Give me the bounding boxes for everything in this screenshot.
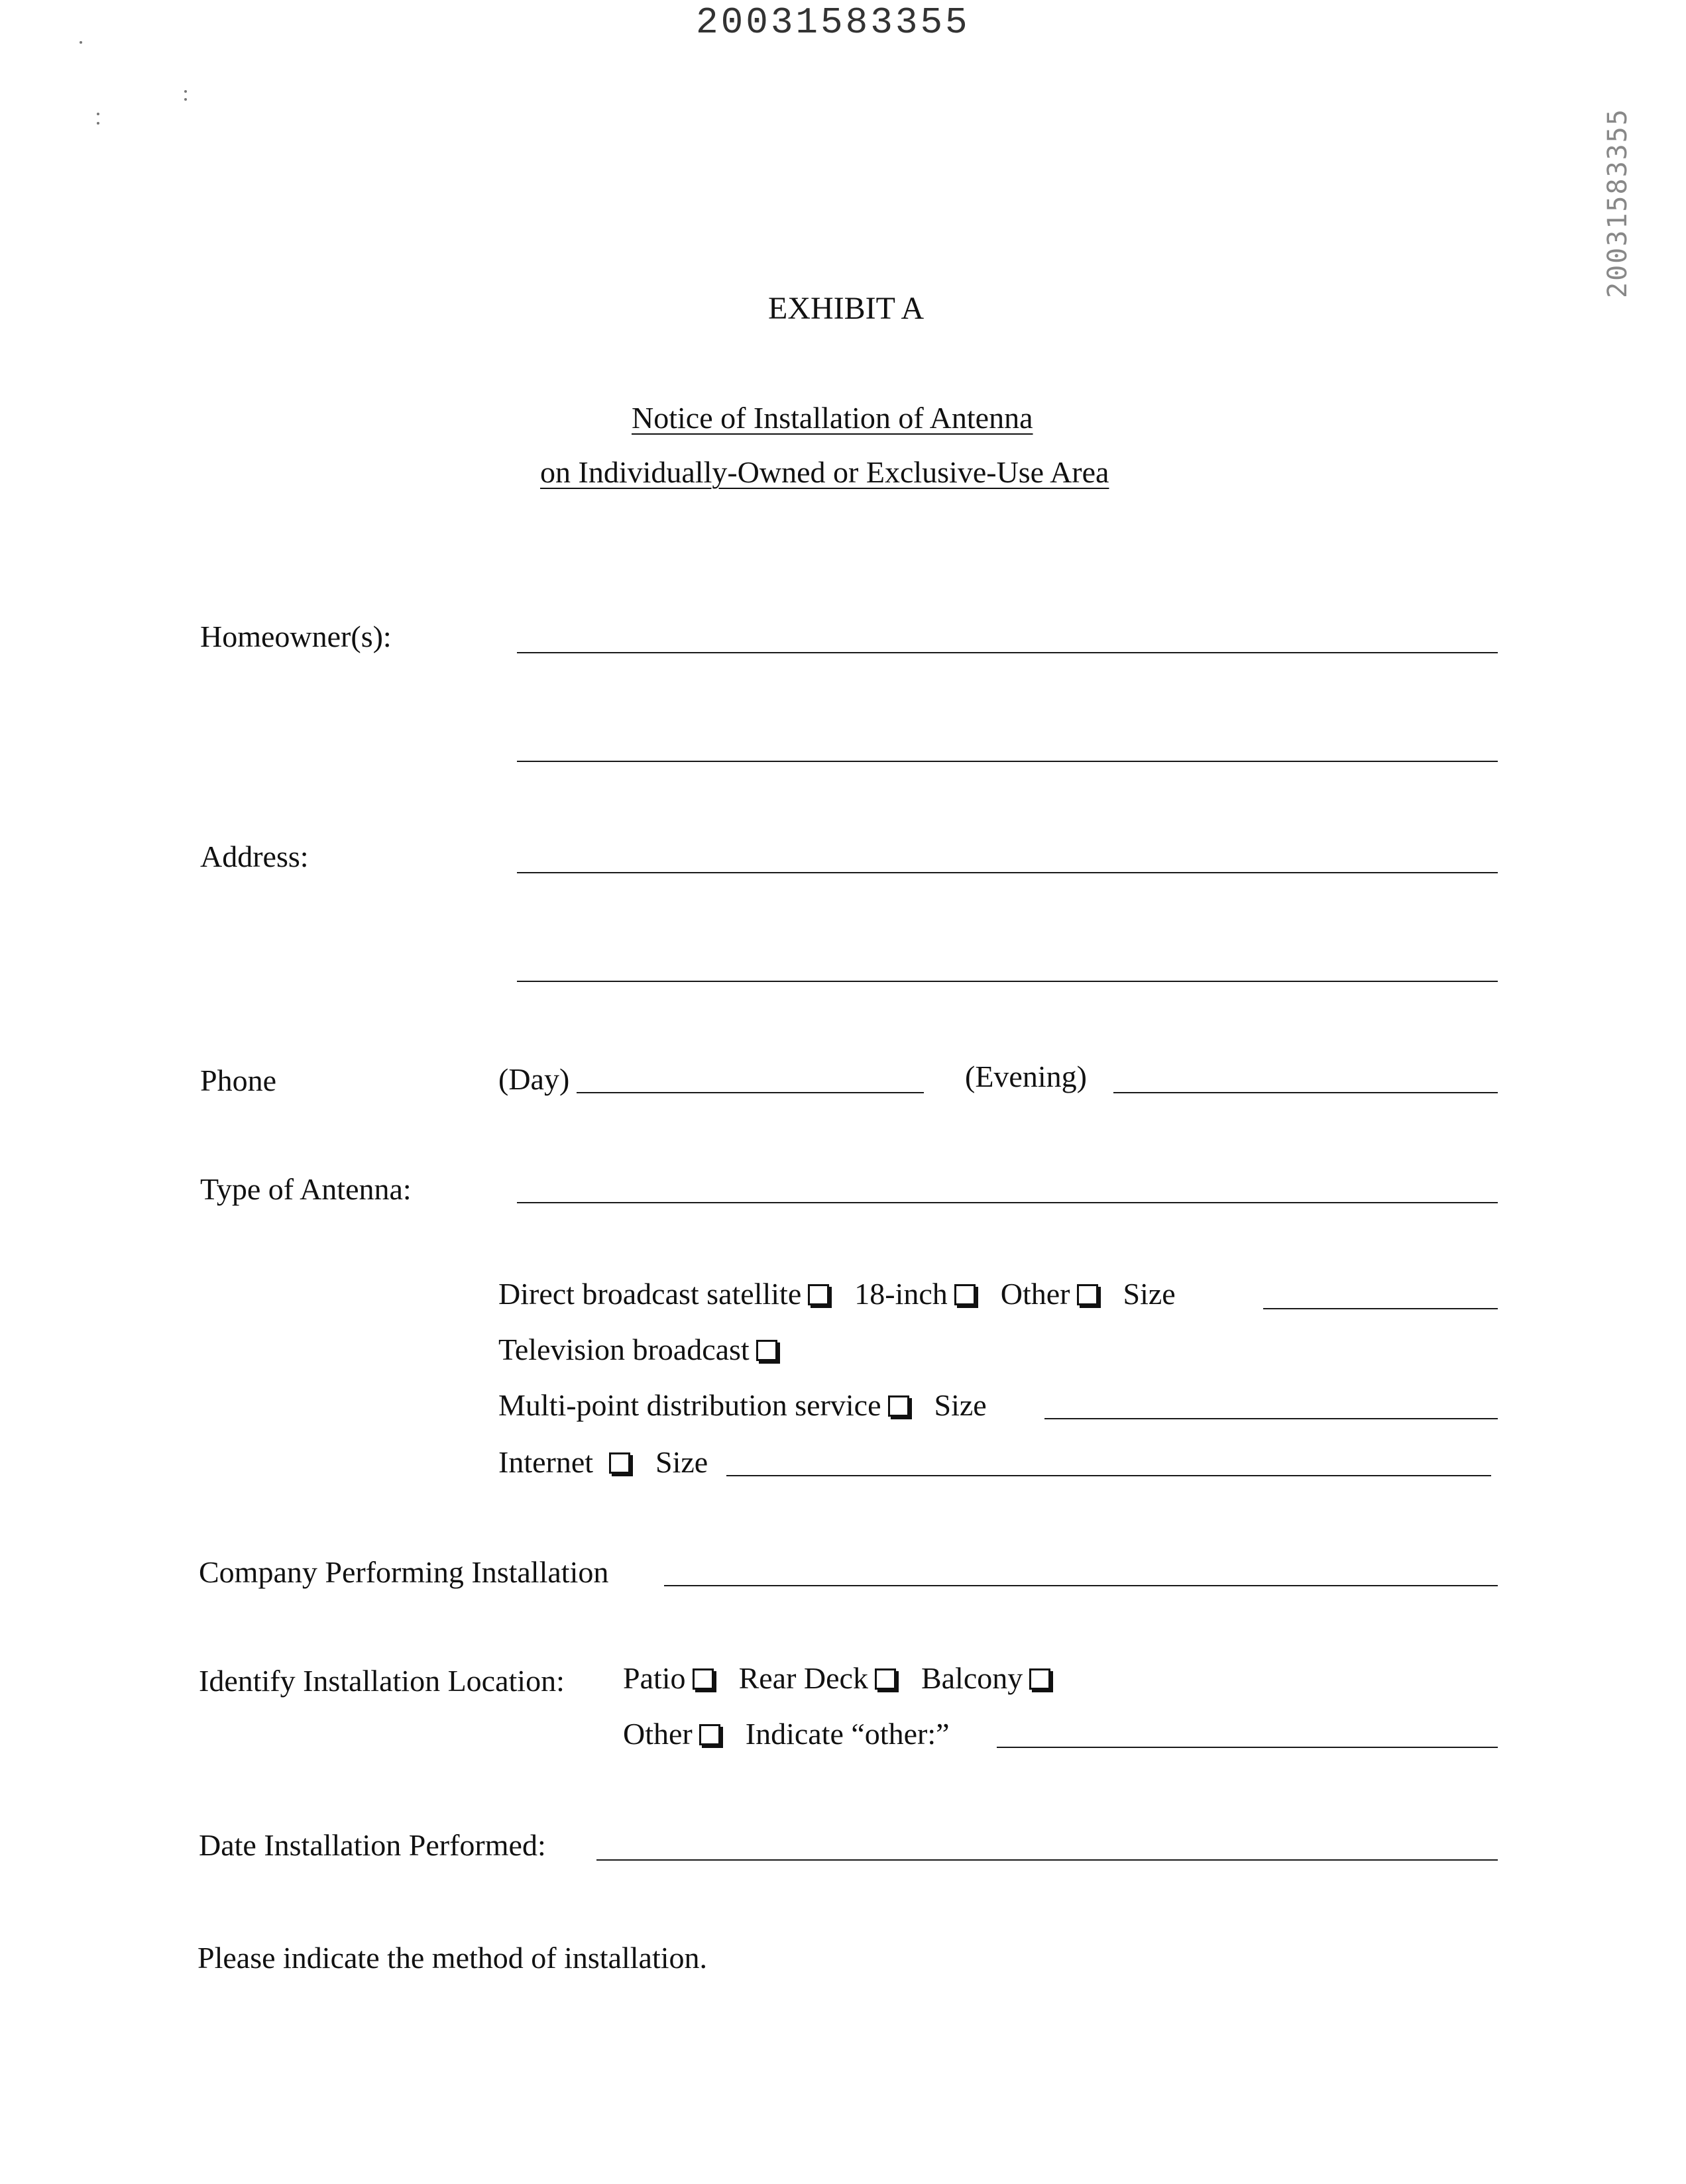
location-other-checkbox[interactable] (699, 1724, 720, 1745)
scan-speck (97, 122, 99, 125)
internet-size-line[interactable] (726, 1475, 1491, 1476)
scan-speck (97, 113, 99, 115)
internet-checkbox[interactable] (609, 1452, 630, 1474)
direct-broadcast-label: Direct broadcast satellite (498, 1277, 802, 1311)
antenna-row-3 (498, 1390, 987, 1421)
location-label: Identify Installation Location: (199, 1664, 565, 1698)
balcony-label: Balcony (921, 1661, 1023, 1695)
address-line-2[interactable] (517, 981, 1498, 982)
dbs-size-line[interactable] (1263, 1308, 1498, 1309)
antenna-row-2 (498, 1335, 777, 1365)
eighteen-inch-checkbox[interactable] (954, 1284, 976, 1305)
company-line[interactable] (664, 1585, 1498, 1586)
date-performed-label: Date Installation Performed: (199, 1828, 546, 1862)
multipoint-checkbox[interactable] (888, 1395, 909, 1417)
antenna-other-label: Other (1000, 1277, 1070, 1311)
multipoint-label: Multi-point distribution service (498, 1388, 881, 1422)
homeowners-label: Homeowner(s): (200, 620, 392, 653)
internet-size-label: Size (655, 1445, 708, 1479)
phone-label: Phone (200, 1064, 276, 1097)
exhibit-title: EXHIBIT A (768, 291, 925, 326)
address-line-1[interactable] (517, 872, 1498, 873)
rear-deck-label: Rear Deck (738, 1661, 868, 1695)
scan-speck (184, 98, 187, 101)
antenna-type-label: Type of Antenna: (200, 1172, 412, 1206)
date-performed-line[interactable] (596, 1859, 1498, 1861)
document-number: 20031583355 (696, 1, 970, 44)
phone-day-line[interactable] (577, 1092, 924, 1093)
location-row-1 (623, 1663, 1050, 1694)
antenna-other-checkbox[interactable] (1077, 1284, 1098, 1305)
notice-title: Notice of Installation of Antenna (632, 401, 1033, 435)
antenna-row-4 (498, 1447, 708, 1478)
internet-label: Internet (498, 1445, 594, 1479)
homeowners-line-1[interactable] (517, 652, 1498, 653)
direct-broadcast-checkbox[interactable] (808, 1284, 829, 1305)
eighteen-inch-label: 18-inch (854, 1277, 948, 1311)
indicate-other-label: Indicate “other:” (745, 1717, 950, 1751)
location-row-2 (623, 1719, 950, 1749)
patio-label: Patio (623, 1661, 686, 1695)
multipoint-size-line[interactable] (1044, 1418, 1498, 1419)
indicate-other-line[interactable] (997, 1747, 1498, 1748)
phone-day-label: (Day) (498, 1062, 570, 1096)
method-note: Please indicate the method of installation. (197, 1941, 708, 1975)
television-broadcast-checkbox[interactable] (756, 1340, 777, 1361)
multipoint-size-label: Size (934, 1388, 987, 1422)
television-broadcast-label: Television broadcast (498, 1333, 750, 1366)
antenna-type-line[interactable] (517, 1202, 1498, 1203)
notice-subtitle: on Individually-Owned or Exclusive-Use Area (540, 455, 1109, 489)
dbs-size-label: Size (1123, 1277, 1176, 1311)
homeowners-line-2[interactable] (517, 761, 1498, 762)
location-other-label: Other (623, 1717, 693, 1751)
phone-evening-label: (Evening) (965, 1060, 1087, 1093)
side-stamp: 20031583355 (1602, 108, 1633, 298)
scan-speck (80, 41, 82, 44)
antenna-row-1 (498, 1279, 1176, 1309)
patio-checkbox[interactable] (693, 1668, 714, 1690)
scan-speck (184, 90, 187, 93)
balcony-checkbox[interactable] (1029, 1668, 1050, 1690)
rear-deck-checkbox[interactable] (875, 1668, 896, 1690)
address-label: Address: (200, 840, 309, 873)
phone-evening-line[interactable] (1113, 1092, 1498, 1093)
company-label: Company Performing Installation (199, 1555, 609, 1589)
